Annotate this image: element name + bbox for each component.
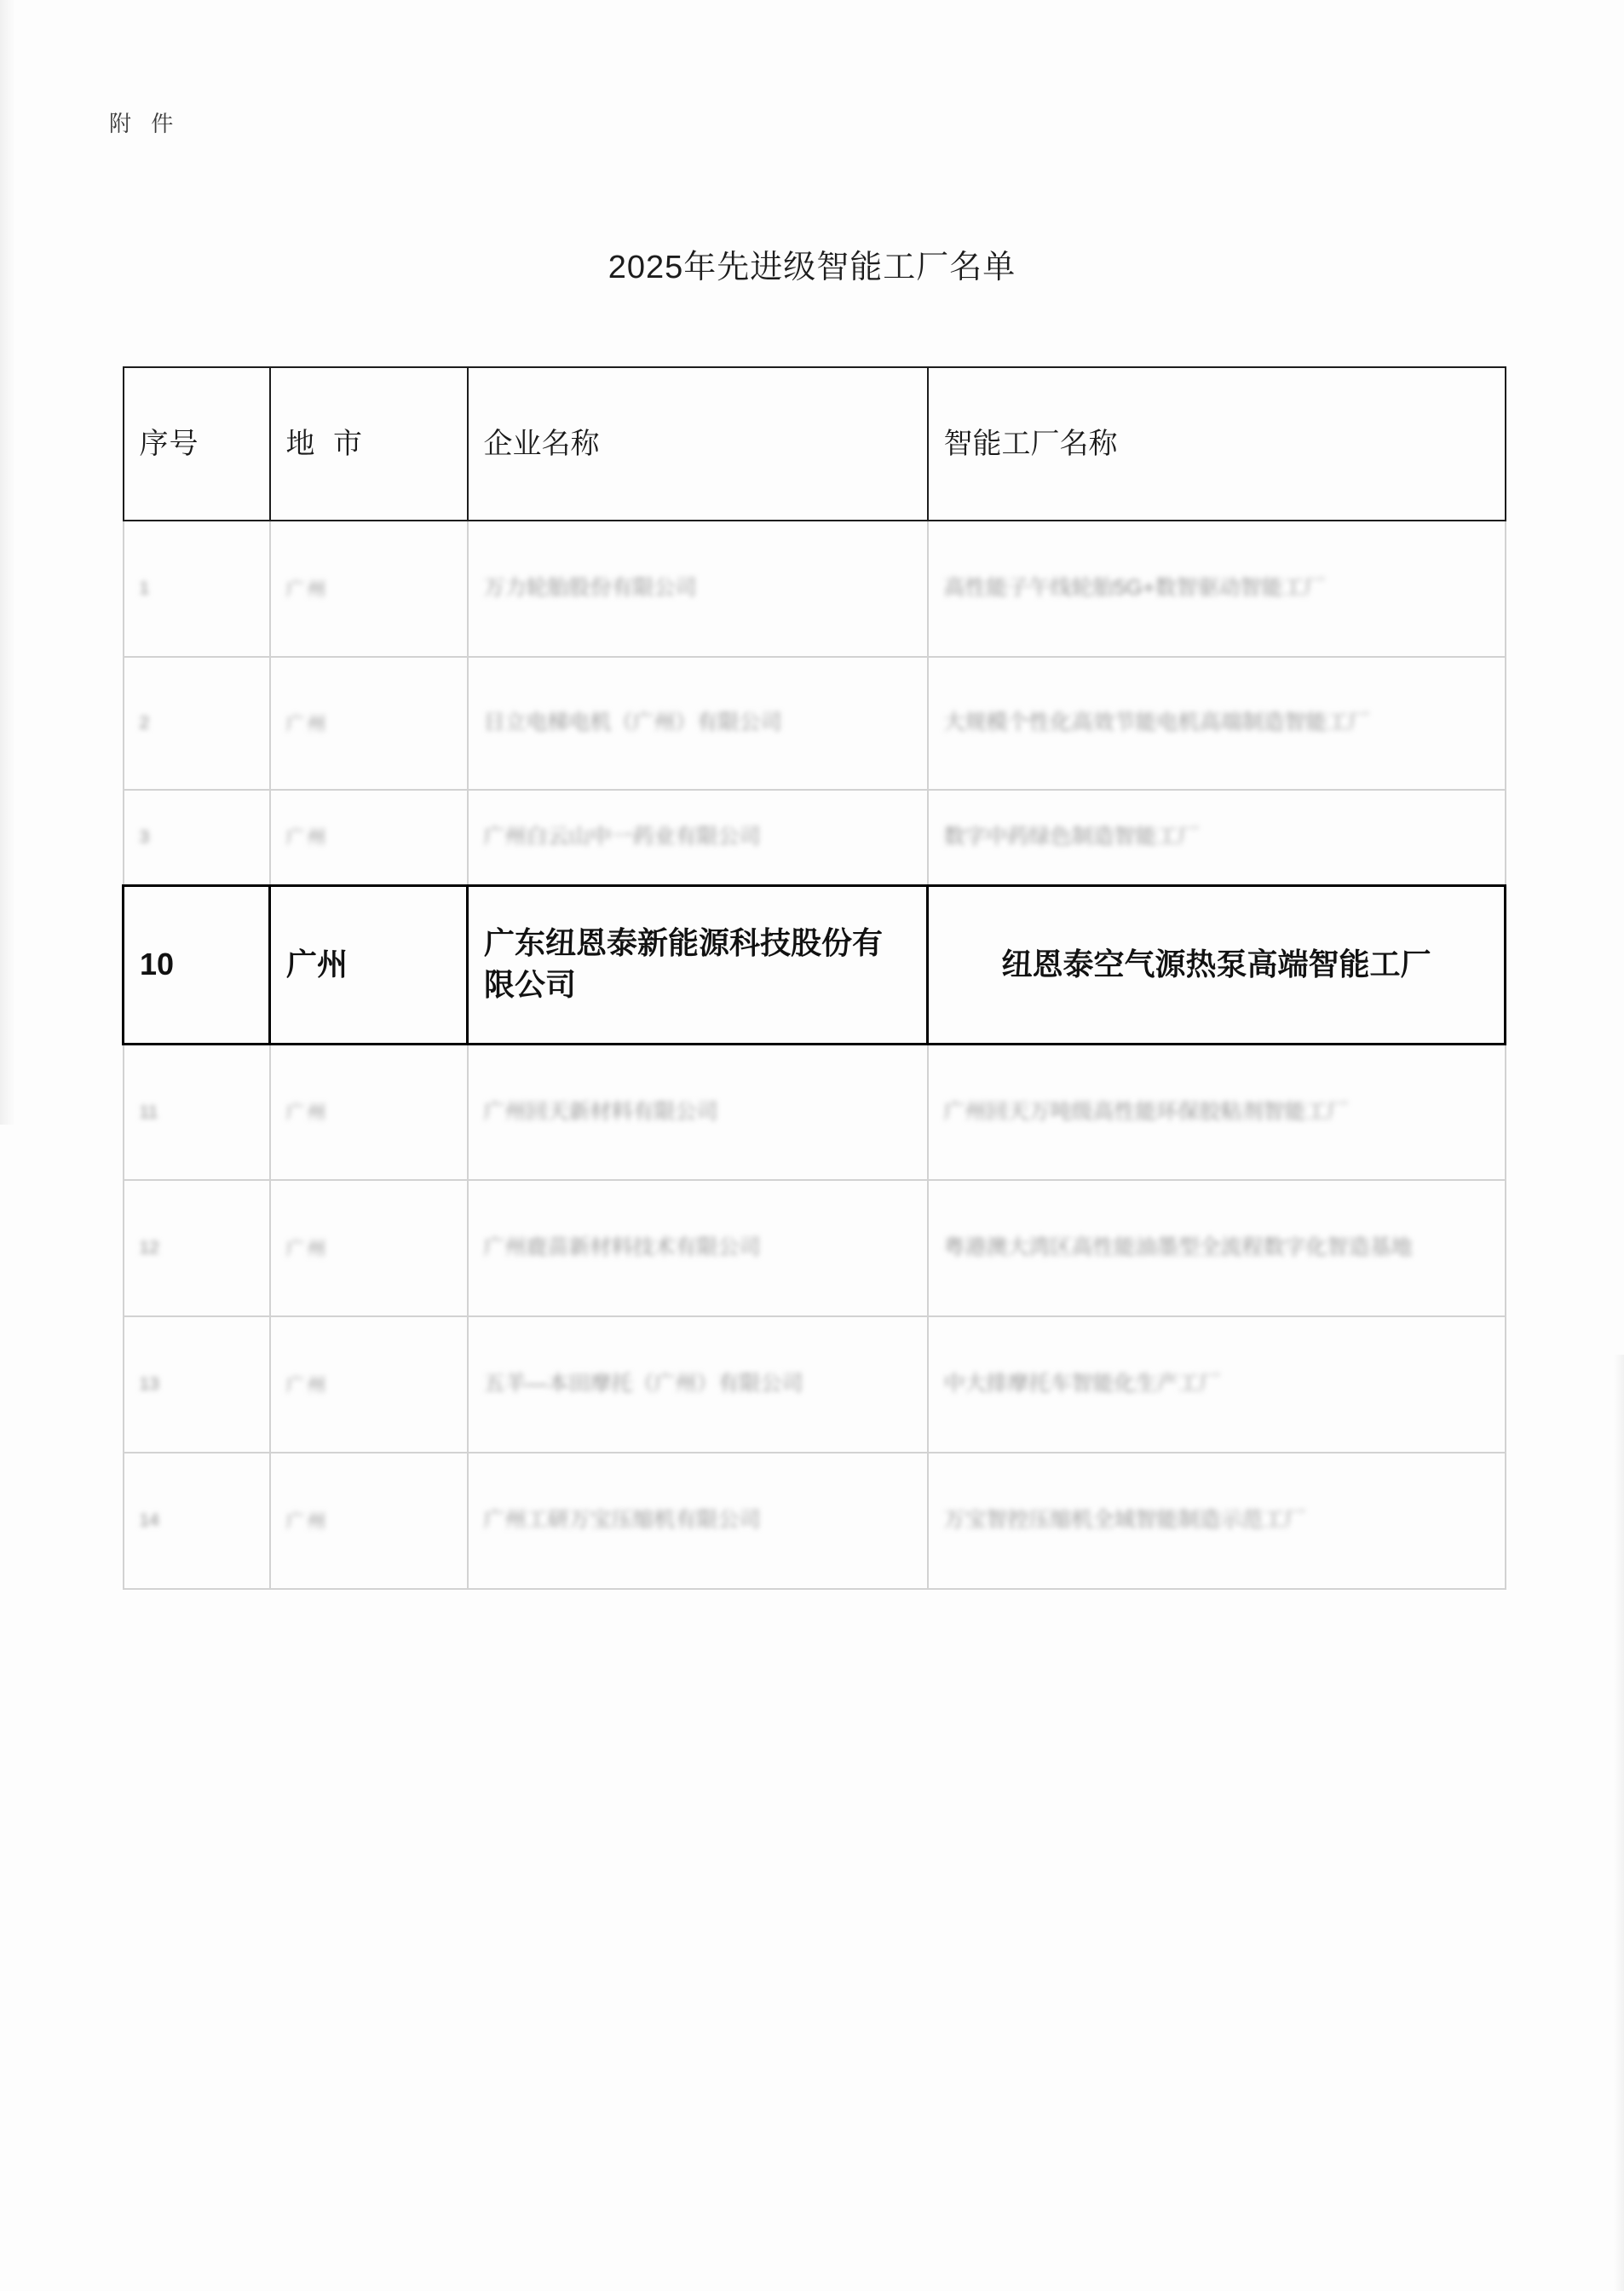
cell-number: 14 xyxy=(124,1453,270,1589)
cell-company: 日立电梯电机（广州）有限公司 xyxy=(468,657,928,790)
column-header-number: 序号 xyxy=(124,367,270,521)
cell-city: 广州 xyxy=(270,1044,468,1180)
attachment-label: 附 件 xyxy=(109,111,181,136)
column-header-city: 地 市 xyxy=(270,367,468,521)
cell-company: 广州回天新材料有限公司 xyxy=(468,1044,928,1180)
table-row xyxy=(124,790,1506,885)
cell-city: 广州 xyxy=(270,790,468,885)
page-left-edge-shadow xyxy=(0,0,15,1125)
cell-city: 广州 xyxy=(270,1453,468,1589)
table-row xyxy=(124,1180,1506,1316)
cell-factory: 大规模个性化高效节能电机高端制造智能工厂 xyxy=(928,657,1506,790)
cell-number: 10 xyxy=(124,885,270,1044)
column-header-factory: 智能工厂名称 xyxy=(928,367,1506,521)
table-header-row xyxy=(124,367,1506,521)
cell-company: 广东纽恩泰新能源科技股份有限公司 xyxy=(468,885,928,1044)
cell-number: 11 xyxy=(124,1044,270,1180)
cell-factory: 高性能子午线轮胎5G+数智驱动智能工厂 xyxy=(928,521,1506,657)
cell-number: 3 xyxy=(124,790,270,885)
table-row xyxy=(124,521,1506,657)
table-row xyxy=(124,1316,1506,1453)
cell-factory: 粤港澳大湾区高性能油墨型全流程数字化智造基地 xyxy=(928,1180,1506,1316)
cell-factory: 纽恩泰空气源热泵高端智能工厂 xyxy=(928,885,1506,1044)
cell-company: 五羊—本田摩托（广州）有限公司 xyxy=(468,1316,928,1453)
cell-factory: 数字中药绿色制造智能工厂 xyxy=(928,790,1506,885)
cell-factory: 万宝智控压缩机全域智能制造示范工厂 xyxy=(928,1453,1506,1589)
cell-number: 12 xyxy=(124,1180,270,1316)
column-header-company: 企业名称 xyxy=(468,367,928,521)
table-row xyxy=(124,1044,1506,1180)
cell-number: 13 xyxy=(124,1316,270,1453)
cell-factory: 中大排摩托车智能化生产工厂 xyxy=(928,1316,1506,1453)
smart-factory-list-table xyxy=(122,366,1506,1590)
cell-company: 广州鹿苗新材料技术有限公司 xyxy=(468,1180,928,1316)
table-row xyxy=(124,1453,1506,1589)
cell-factory: 广州回天万吨级高性能环保胶粘剂智能工厂 xyxy=(928,1044,1506,1180)
cell-city: 广州 xyxy=(270,657,468,790)
cell-city: 广州 xyxy=(270,1180,468,1316)
table-body xyxy=(124,521,1506,1589)
cell-company: 广州白云山中一药业有限公司 xyxy=(468,790,928,885)
cell-city: 广州 xyxy=(270,1316,468,1453)
table-row xyxy=(124,657,1506,790)
page-right-edge-shadow xyxy=(1614,1355,1624,2291)
table-row-highlighted xyxy=(124,885,1506,1044)
cell-number: 2 xyxy=(124,657,270,790)
cell-city: 广州 xyxy=(270,521,468,657)
page-title: 2025年先进级智能工厂名单 xyxy=(608,250,1016,285)
cell-city: 广州 xyxy=(270,885,468,1044)
table-header xyxy=(124,367,1506,521)
cell-company: 万力轮胎股份有限公司 xyxy=(468,521,928,657)
cell-number: 1 xyxy=(124,521,270,657)
cell-company: 广州工研万宝压缩机有限公司 xyxy=(468,1453,928,1589)
